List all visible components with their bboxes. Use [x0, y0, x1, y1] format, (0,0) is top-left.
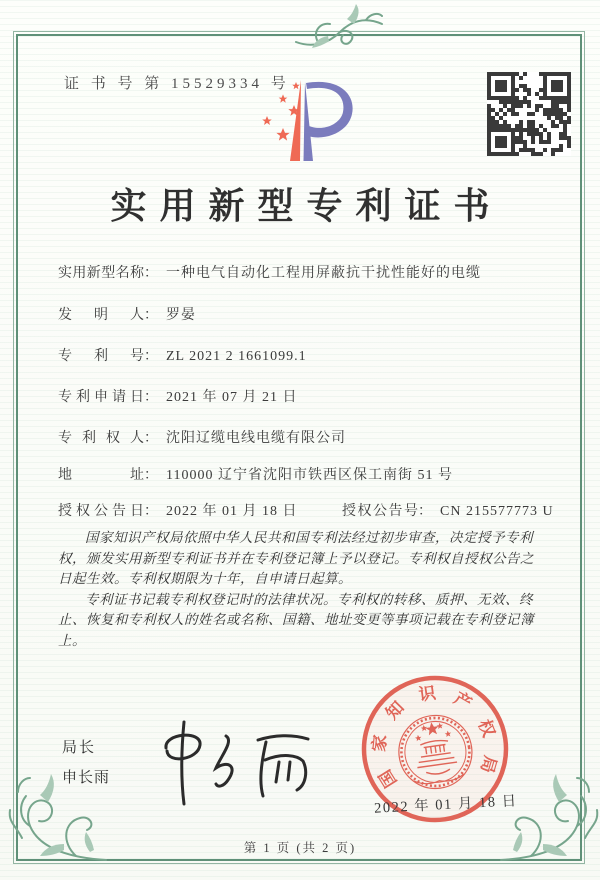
field-value: 110000 辽宁省沈阳市铁西区保工南街 51 号 — [166, 468, 453, 483]
field-value: ZL 2021 2 1661099.1 — [166, 349, 307, 364]
field-colon: ： — [144, 349, 158, 364]
field-value: CN 215577773 U — [440, 504, 554, 519]
field-colon: ： — [418, 504, 432, 519]
commissioner-title: 局长 — [62, 739, 97, 756]
field-row-inventor — [58, 304, 196, 324]
floral-ornament-top-icon — [294, 2, 386, 54]
field-row-application-date — [58, 386, 298, 406]
field-colon: ： — [144, 431, 158, 446]
field-row-patent-number — [58, 345, 307, 365]
field-label: 地址 — [58, 468, 144, 483]
field-value: 沈阳辽缆电线电缆有限公司 — [166, 431, 346, 446]
page-title: 实用新型专利证书 — [110, 186, 503, 226]
seal-char: 国 — [375, 766, 401, 791]
floral-ornament-bottom-left-icon — [6, 768, 111, 868]
field-value: 一种电气自动化工程用屏蔽抗干扰性能好的电缆 — [166, 266, 481, 281]
commissioner-name: 申长雨 — [62, 769, 111, 786]
qr-code — [487, 72, 571, 156]
seal-char: 权 — [474, 716, 499, 740]
grant-date-group — [58, 504, 298, 519]
seal-char: 局 — [476, 753, 500, 776]
field-label: 授权公告号 — [342, 504, 418, 519]
page-number: 第 1 页 (共 2 页) — [243, 841, 357, 855]
legal-text — [58, 528, 544, 651]
field-colon: ： — [144, 468, 158, 483]
legal-paragraph-1: 国家知识产权局依照中华人民共和国专利法经过初步审查，决定授予专利权，颁发实用新型专利证书并在专利登记簿上予以登记。专利权自授权公告之日起生效。专利权期限为十年，自申请日起算。 — [58, 530, 534, 586]
field-row-patentee — [58, 427, 346, 447]
field-label: 授权公告日 — [58, 504, 144, 519]
seal-date: 2022 年 01 月 18 日 — [373, 793, 519, 817]
field-label: 专利申请日 — [58, 390, 144, 405]
field-colon: ： — [144, 504, 158, 519]
grant-number-group — [342, 500, 554, 520]
field-value: 2022 年 01 月 18 日 — [166, 504, 298, 519]
field-row-name — [58, 262, 481, 282]
seal-char: 家 — [369, 733, 391, 753]
field-label: 发明人 — [58, 308, 144, 323]
field-colon: ： — [144, 308, 158, 323]
field-row-grant — [58, 500, 554, 520]
certificate-number: 证 书 号 第 15529334 号 — [64, 76, 290, 92]
seal-char: 识 — [417, 683, 438, 705]
commissioner-signature — [122, 708, 337, 818]
seal-char: 知 — [382, 697, 408, 724]
field-colon: ： — [144, 390, 158, 405]
cnipa-logo-icon — [250, 74, 362, 168]
field-value: 2021 年 07 月 21 日 — [166, 390, 298, 405]
field-label: 专利号 — [58, 349, 144, 364]
field-value: 罗晏 — [166, 308, 196, 323]
field-label: 实用新型名称 — [58, 266, 144, 281]
field-label: 专利权人 — [58, 431, 144, 446]
legal-paragraph-2: 专利证书记载专利权登记时的法律状况。专利权的转移、质押、无效、终止、恢复和专利权人的姓名或名称、国籍、地址变更等事项记载在专利登记簿上。 — [58, 591, 534, 648]
field-colon: ： — [144, 266, 158, 281]
field-row-address — [58, 464, 453, 484]
seal-char: 产 — [450, 688, 475, 714]
